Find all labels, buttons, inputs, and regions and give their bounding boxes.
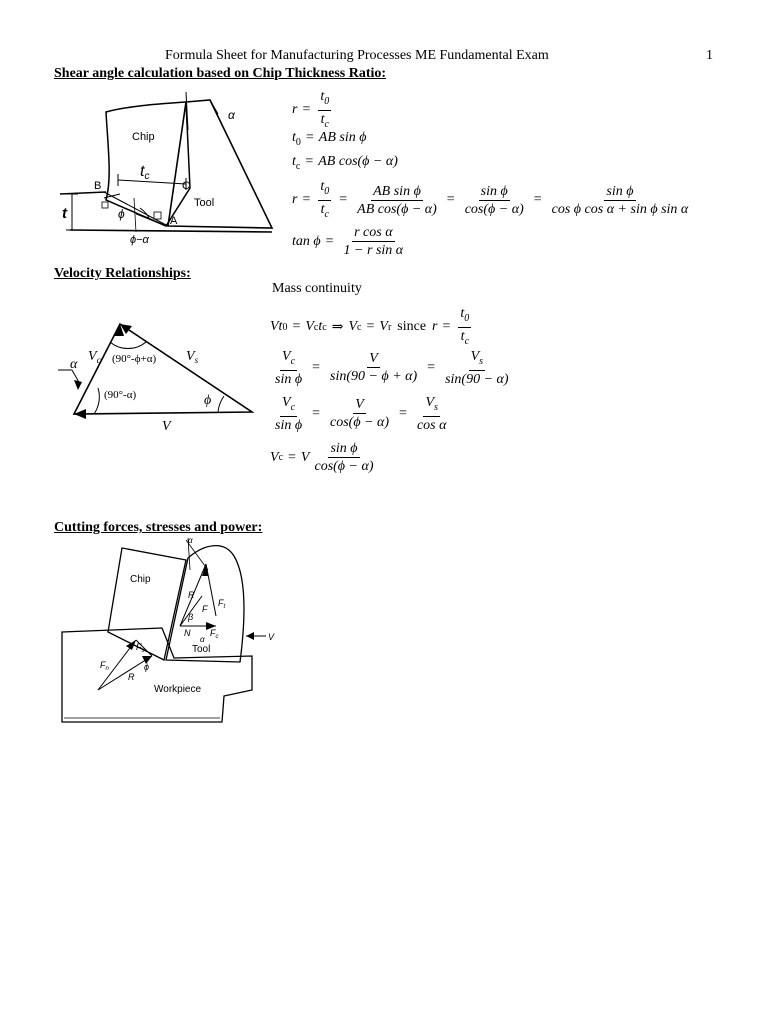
fig1-tool-label: Tool bbox=[194, 197, 215, 209]
fig2-vs-label: $V_s$ bbox=[186, 349, 199, 365]
velocity-triangle-figure bbox=[58, 312, 258, 434]
fig3-fs-label: $F_s$ bbox=[136, 642, 145, 654]
fig1-chip-label: Chip bbox=[132, 131, 155, 143]
fig2-alpha-label: α bbox=[70, 357, 78, 372]
fig3-r-label: R bbox=[188, 590, 195, 600]
fig3-n-label: N bbox=[184, 628, 191, 638]
fig3-alpha-small-label: α bbox=[200, 635, 205, 644]
fig2-angle-left: (90°-α) bbox=[104, 389, 137, 401]
eq-tan-phi: tan ϕ = $\frac{\text{r cos α}}{\text{1 − r sin α}}$ bbox=[292, 225, 404, 258]
fig3-tool-label: Tool bbox=[192, 644, 211, 655]
fig1-t0-label: t bbox=[62, 205, 67, 222]
page-title: Formula Sheet for Manufacturing Processes ME Fundamental Exam bbox=[165, 48, 549, 63]
fig3-f-label: F bbox=[202, 604, 208, 614]
fig2-v-label: V bbox=[162, 419, 171, 434]
section-heading-forces: Cutting forces, stresses and power: bbox=[54, 520, 263, 535]
fig3-alpha-label: α bbox=[188, 536, 193, 545]
fig3-phi-label: ϕ bbox=[144, 662, 150, 672]
fig2-phi-label: ϕ bbox=[204, 393, 212, 408]
fig3-ft-label: $F_t$ bbox=[218, 598, 226, 610]
fig1-phi-label: ϕ bbox=[118, 207, 125, 221]
fig3-beta-label: β bbox=[188, 612, 194, 622]
eq-ratio-expanded: r = $\frac{t_0}{t_c}$ = $\frac{\text{AB sin ϕ}}{\text{AB cos(ϕ − α)}}$ = $\frac{\text{sin ϕ}}{\cos(\phi - \alpha)}$ = $\frac{\text{sin ϕ}}{\text{cos ϕ cos α + sin ϕ sin α}}$ bbox=[292, 179, 689, 220]
fig1-phi-minus-alpha-label: ϕ−α bbox=[130, 234, 149, 246]
eq-t0: $t_0$ = AB sin ϕ bbox=[292, 130, 367, 148]
fig2-vc-label: $V_c$ bbox=[88, 349, 101, 365]
fig3-v-label: V bbox=[268, 632, 275, 642]
eq-cosine-form: $\frac{V_c}{\text{sin ϕ}}$ = $\frac{V}{\cos(\phi - \alpha)}$ = $\frac{V_s}{\text{cos α}}$ bbox=[275, 395, 447, 433]
cutting-forces-figure bbox=[56, 536, 278, 724]
eq-mass-continuity: Vt 0 = V c t c ⇒ V c = V r since r = $\frac{t_0}{t_c}$ bbox=[270, 306, 470, 347]
fig2-angle-top: (90°-ϕ+α) bbox=[112, 353, 157, 365]
fig1-tc-label: tc bbox=[140, 163, 150, 182]
eq-sine-law: $\frac{V_c}{\text{sin ϕ}}$ = $\frac{V}{\sin(90 - \phi + \alpha)}$ = $\frac{V_s}{\sin(90 - \alpha)}$ bbox=[275, 349, 509, 387]
eq-chip-ratio: r = $\frac{t_0}{t_c}$ bbox=[292, 89, 330, 130]
fig3-fc-label: $F_c$ bbox=[210, 628, 219, 640]
fig3-fn-label: $F_n$ bbox=[100, 660, 109, 672]
eq-tc: $t_c$ = AB cos(ϕ − α) bbox=[292, 154, 398, 172]
fig3-workpiece-label: Workpiece bbox=[154, 684, 202, 695]
fig1-point-a: A bbox=[170, 215, 178, 227]
page-number: 1 bbox=[706, 48, 713, 63]
fig1-point-b: B bbox=[94, 180, 102, 192]
shear-angle-figure bbox=[58, 88, 280, 248]
fig1-alpha-label: α bbox=[228, 108, 235, 122]
section-heading-shear-angle: Shear angle calculation based on Chip Thickness Ratio: bbox=[54, 66, 387, 81]
fig3-chip-label: Chip bbox=[130, 574, 151, 585]
fig1-point-c: C bbox=[182, 180, 190, 192]
mass-continuity-label: Mass continuity bbox=[272, 281, 362, 296]
eq-vc: V c = V $\frac{\text{sin ϕ}}{\cos(\phi - \alpha)}$ bbox=[270, 441, 374, 474]
fig3-r2-label: R bbox=[128, 672, 135, 682]
section-heading-velocity: Velocity Relationships: bbox=[54, 266, 191, 281]
